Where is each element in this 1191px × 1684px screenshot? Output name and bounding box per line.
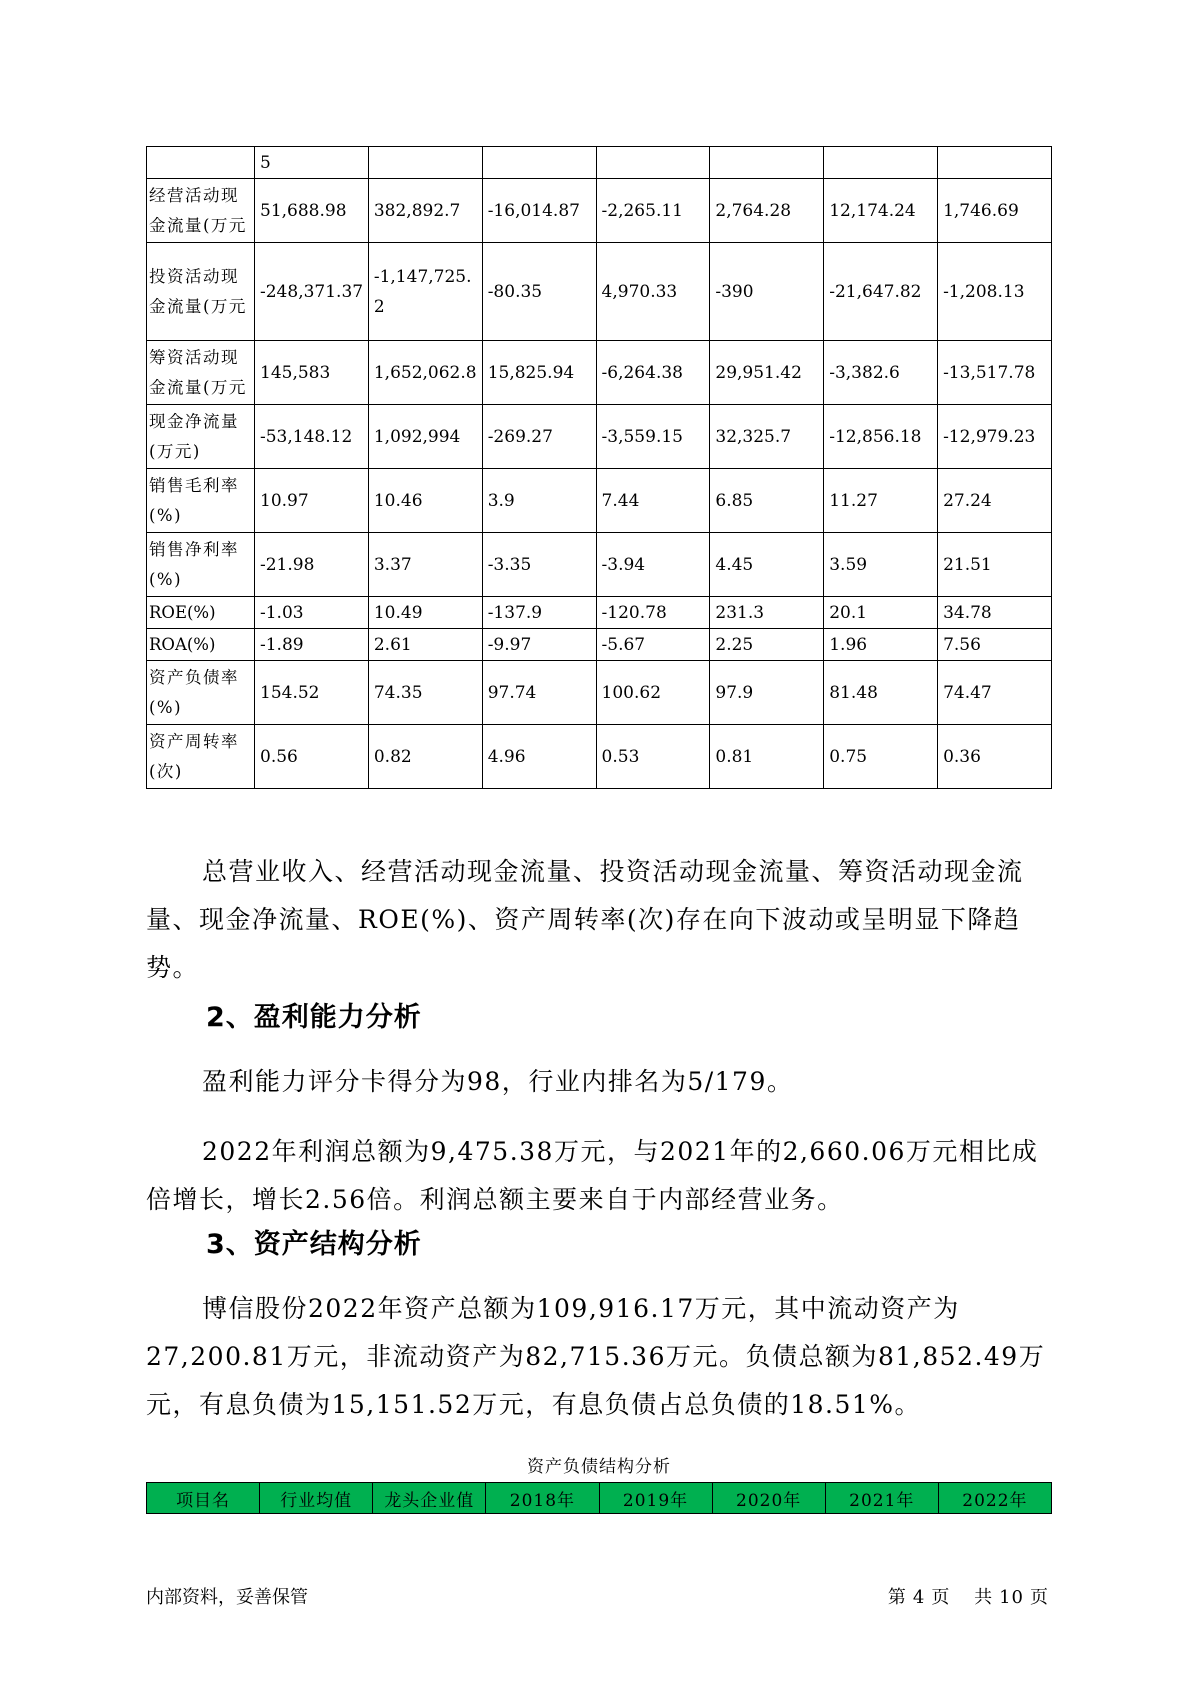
table-cell: -1.03: [255, 597, 369, 629]
table-cell: 1,092,994: [368, 405, 482, 469]
row-label: 投资活动现金流量(万元: [147, 243, 255, 341]
table-cell: 10.97: [255, 469, 369, 533]
table-row: [147, 179, 1052, 243]
table-row: [147, 629, 1052, 661]
table-row: [147, 147, 1052, 179]
table-cell: 3.37: [368, 533, 482, 597]
table-cell: 32,325.7: [710, 405, 824, 469]
column-header: 行业均值: [260, 1483, 373, 1514]
table-cell: [938, 147, 1052, 179]
table-cell: 29,951.42: [710, 341, 824, 405]
table-row: [147, 405, 1052, 469]
profit-text: 2022年利润总额为9,475.38万元，与2021年的2,660.06万元相比成倍增长，增长2.56倍。利润总额主要来自于内部经营业务。: [146, 1137, 1039, 1214]
table-cell: -53,148.12: [255, 405, 369, 469]
table-caption: 资产负债结构分析: [527, 1457, 671, 1477]
table-cell: 2.25: [710, 629, 824, 661]
table-cell: -248,371.37: [255, 243, 369, 341]
table-cell: 2,764.28: [710, 179, 824, 243]
table-cell: 34.78: [938, 597, 1052, 629]
row-label: 经营活动现金流量(万元: [147, 179, 255, 243]
table-cell: 4.45: [710, 533, 824, 597]
table-cell: 74.35: [368, 661, 482, 725]
table-cell: 231.3: [710, 597, 824, 629]
column-header: 2019年: [599, 1483, 712, 1514]
table-cell: 0.82: [368, 725, 482, 789]
table-cell: 15,825.94: [482, 341, 596, 405]
table-cell: -3,382.6: [824, 341, 938, 405]
table-cell: -13,517.78: [938, 341, 1052, 405]
row-label: 销售净利率(%): [147, 533, 255, 597]
table-cell: -3.94: [596, 533, 710, 597]
table-cell: 81.48: [824, 661, 938, 725]
table-cell: 382,892.7: [368, 179, 482, 243]
table-row: [147, 661, 1052, 725]
table-cell: 3.9: [482, 469, 596, 533]
table-cell: 0.75: [824, 725, 938, 789]
table-cell: [147, 147, 255, 179]
row-label: 资产负债率(%): [147, 661, 255, 725]
score-text: 盈利能力评分卡得分为98，行业内排名为5/179。: [202, 1067, 794, 1096]
table-cell: [710, 147, 824, 179]
row-label: 资产周转率(次): [147, 725, 255, 789]
column-header: 龙头企业值: [373, 1483, 486, 1514]
assets-paragraph: [146, 1285, 1052, 1429]
column-header: 项目名: [147, 1483, 260, 1514]
table-cell: 21.51: [938, 533, 1052, 597]
table-cell: [824, 147, 938, 179]
table-cell: -1.89: [255, 629, 369, 661]
row-label: 筹资活动现金流量(万元: [147, 341, 255, 405]
table-cell: 4,970.33: [596, 243, 710, 341]
table-cell: -5.67: [596, 629, 710, 661]
table-cell: 74.47: [938, 661, 1052, 725]
section-heading-profitability: 2、盈利能力分析: [206, 1002, 422, 1033]
table-row: [147, 469, 1052, 533]
table-cell: 10.49: [368, 597, 482, 629]
table-cell: 0.81: [710, 725, 824, 789]
table-cell: -390: [710, 243, 824, 341]
table-cell: 0.53: [596, 725, 710, 789]
table-cell: 3.59: [824, 533, 938, 597]
table-cell: 51,688.98: [255, 179, 369, 243]
table-cell: -12,856.18: [824, 405, 938, 469]
trend-text: 总营业收入、经营活动现金流量、投资活动现金流量、筹资活动现金流量、现金净流量、ROE(%)、资产周转率(次)存在向下波动或呈明显下降趋势。: [146, 857, 1024, 982]
table-cell: [596, 147, 710, 179]
table-cell: 27.24: [938, 469, 1052, 533]
table-cell: 97.74: [482, 661, 596, 725]
assets-text: 博信股份2022年资产总额为109,916.17万元，其中流动资产为27,200.81万元，非流动资产为82,715.36万元。负债总额为81,852.49万元，有息负债为15,151.52万元，有息负债占总负债的18.51%。: [146, 1294, 1046, 1419]
footer-confidential-note: 内部资料，妥善保管: [146, 1587, 308, 1608]
table-cell: 4.96: [482, 725, 596, 789]
row-label: ROA(%): [147, 629, 255, 661]
score-paragraph: [146, 1058, 1052, 1106]
table-cell: -120.78: [596, 597, 710, 629]
page-number: 第 4 页 共 10 页: [887, 1587, 1049, 1608]
table-row: [147, 597, 1052, 629]
table-cell: -3.35: [482, 533, 596, 597]
table-cell: -269.27: [482, 405, 596, 469]
table-cell: -21,647.82: [824, 243, 938, 341]
table-cell: [368, 147, 482, 179]
table-cell: -1,147,725.2: [368, 243, 482, 341]
table-cell: 154.52: [255, 661, 369, 725]
table-cell: 10.46: [368, 469, 482, 533]
table-cell: 11.27: [824, 469, 938, 533]
table-cell: -80.35: [482, 243, 596, 341]
table-cell: 20.1: [824, 597, 938, 629]
table-cell: -6,264.38: [596, 341, 710, 405]
row-label: 现金净流量(万元): [147, 405, 255, 469]
table-cell: 97.9: [710, 661, 824, 725]
table-cell: 0.36: [938, 725, 1052, 789]
table-cell: -9.97: [482, 629, 596, 661]
section-heading-asset-structure: 3、资产结构分析: [206, 1229, 422, 1260]
column-header: 2022年: [938, 1483, 1051, 1514]
table-cell: -21.98: [255, 533, 369, 597]
table-cell: -16,014.87: [482, 179, 596, 243]
trend-paragraph: [146, 848, 1052, 992]
row-label: 销售毛利率(%): [147, 469, 255, 533]
table-cell: 12,174.24: [824, 179, 938, 243]
table-cell: -3,559.15: [596, 405, 710, 469]
table-cell: 5: [255, 147, 369, 179]
column-header: 2021年: [825, 1483, 938, 1514]
table-cell: 100.62: [596, 661, 710, 725]
table-cell: 7.56: [938, 629, 1052, 661]
column-header: 2020年: [712, 1483, 825, 1514]
table-row: [147, 243, 1052, 341]
table-cell: -137.9: [482, 597, 596, 629]
header-row: [147, 1483, 1052, 1514]
table-cell: 145,583: [255, 341, 369, 405]
table-cell: -2,265.11: [596, 179, 710, 243]
table-row: [147, 341, 1052, 405]
table-cell: 1.96: [824, 629, 938, 661]
financial-indicators-table: [146, 146, 1052, 789]
table-cell: 0.56: [255, 725, 369, 789]
table-row: [147, 533, 1052, 597]
table-cell: 1,652,062.8: [368, 341, 482, 405]
table-cell: [482, 147, 596, 179]
table-cell: -12,979.23: [938, 405, 1052, 469]
row-label: ROE(%): [147, 597, 255, 629]
table-cell: 6.85: [710, 469, 824, 533]
table-row: [147, 725, 1052, 789]
column-header: 2018年: [486, 1483, 599, 1514]
table-cell: 1,746.69: [938, 179, 1052, 243]
balance-structure-table-header: [146, 1482, 1052, 1514]
table-cell: 2.61: [368, 629, 482, 661]
profit-paragraph: [146, 1128, 1052, 1224]
table-cell: -1,208.13: [938, 243, 1052, 341]
table-cell: 7.44: [596, 469, 710, 533]
